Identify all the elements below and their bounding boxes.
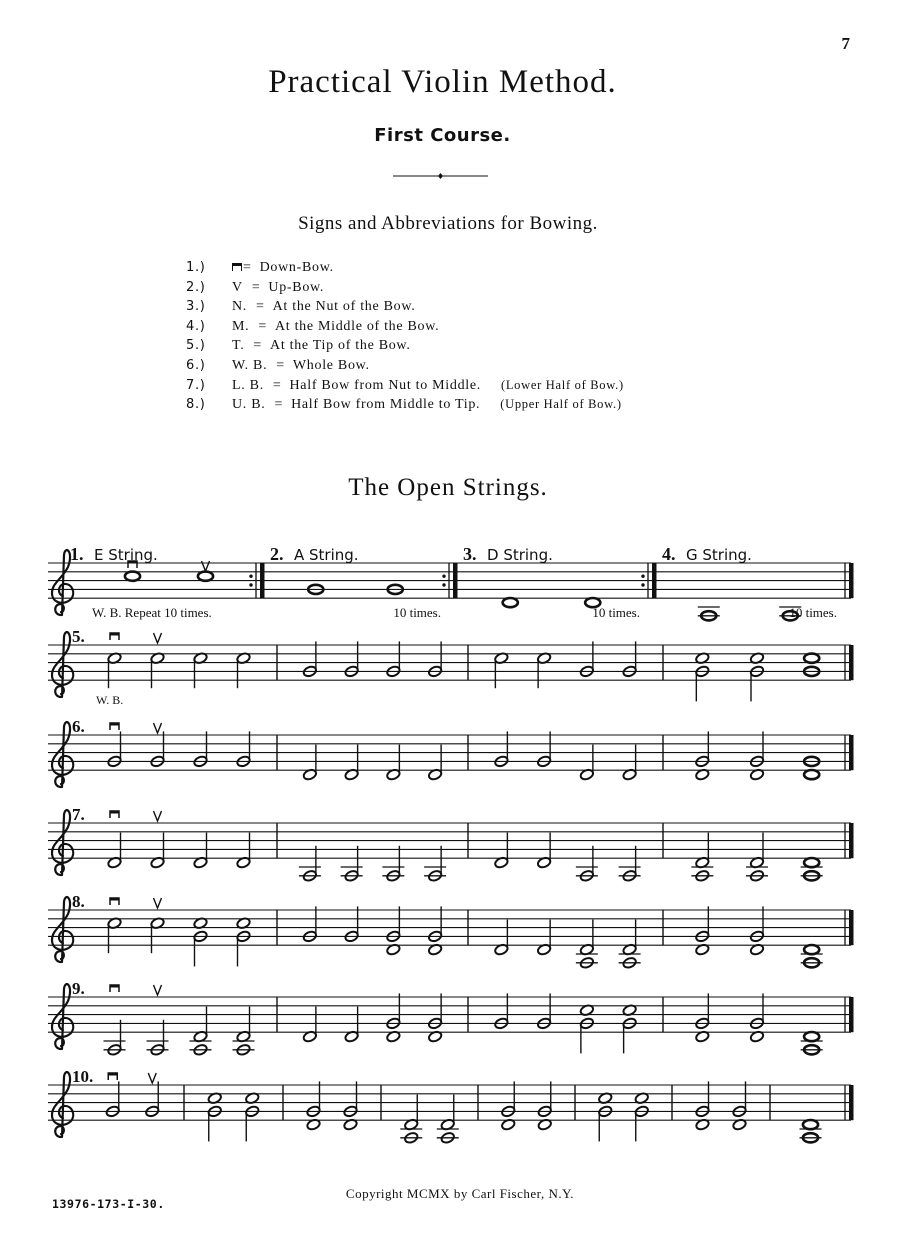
up-bow-icon (154, 898, 162, 908)
copyright-notice: Copyright MCMX by Carl Fischer, N.Y. (345, 1186, 575, 1201)
repeat-caption: 10 times. (393, 605, 441, 620)
repeat-caption: 10 times. (789, 605, 837, 620)
final-barline (849, 1085, 854, 1120)
thick-barline (260, 563, 265, 598)
final-barline (849, 910, 854, 945)
final-barline (849, 735, 854, 770)
repeat-caption: W. B. Repeat 10 times. (92, 605, 212, 620)
sign-number: 8.) (186, 397, 206, 413)
up-bow-icon (154, 985, 162, 995)
repeat-dot (249, 575, 252, 578)
whole-note (804, 1032, 819, 1041)
equals-sign: = (256, 299, 265, 315)
final-barline (849, 645, 854, 680)
up-bow-icon (154, 633, 162, 643)
signs-heading: Signs and Abbreviations for Bowing. (298, 213, 598, 234)
page-title: Practical Violin Method. (268, 64, 617, 100)
exercise-number: 3. (463, 544, 477, 564)
sign-abbreviation: L. B. (232, 377, 264, 393)
whole-note (503, 598, 518, 607)
repeat-dot (249, 583, 252, 586)
sign-abbreviation: T. (232, 338, 245, 354)
exercise-number: 10. (72, 1067, 94, 1086)
exercise-number: 7. (72, 805, 85, 824)
thick-barline (453, 563, 458, 598)
sign-definition: At the Middle of the Bow. (274, 318, 440, 334)
final-barline (849, 997, 854, 1032)
whole-note (804, 654, 819, 663)
up-bow-icon: V (232, 279, 243, 295)
whole-note (804, 770, 819, 779)
string-label: A String. (294, 546, 359, 564)
sign-definition: Half Bow from Nut to Middle. (289, 377, 481, 393)
repeat-caption: 10 times. (592, 605, 640, 620)
sign-abbreviation: N. (232, 299, 248, 315)
treble-clef-icon (52, 897, 73, 962)
staff-system (48, 627, 854, 707)
repeat-dot (442, 575, 445, 578)
string-label: G String. (686, 546, 752, 564)
page-number: 7 (841, 34, 850, 53)
exercise-number: 2. (270, 544, 284, 564)
thick-barline (652, 563, 657, 598)
equals-sign: = (274, 397, 284, 413)
sign-note: (Upper Half of Bow.) (500, 397, 622, 412)
final-barline (849, 823, 854, 858)
staff-system (48, 805, 854, 882)
treble-clef-icon (52, 722, 73, 787)
sign-definition: At the Nut of the Bow. (272, 299, 416, 315)
repeat-dot (442, 583, 445, 586)
equals-sign: = (258, 318, 267, 334)
string-label: E String. (94, 546, 158, 564)
staff-system (48, 892, 854, 969)
sign-number: 5.) (186, 338, 206, 354)
equals-sign: = (276, 357, 285, 373)
whole-note (198, 572, 213, 581)
sign-number: 2.) (186, 279, 206, 295)
staff-system (48, 544, 854, 620)
whole-note (804, 945, 819, 954)
page-subtitle: First Course. (374, 125, 511, 146)
staff-system (48, 1067, 854, 1144)
staff-system (48, 979, 854, 1056)
treble-clef-icon (52, 632, 73, 697)
whole-note (125, 572, 140, 581)
sign-definition: Whole Bow. (292, 357, 370, 373)
equals-sign: = (243, 260, 252, 275)
sign-number: 1.) (186, 260, 206, 275)
exercise-number: 1. (70, 544, 84, 564)
exercise-number: 6. (72, 717, 85, 736)
sign-abbreviation: W. B. (232, 357, 268, 373)
exercise-number: 4. (662, 544, 676, 564)
exercise-number: 9. (72, 979, 85, 998)
sign-number: 7.) (186, 377, 206, 393)
exercise-number: 5. (72, 627, 85, 646)
up-bow-icon (154, 723, 162, 733)
up-bow-icon (148, 1073, 156, 1083)
sign-definition: Half Bow from Middle to Tip. (291, 397, 481, 413)
sign-number: 4.) (186, 318, 206, 334)
equals-sign: = (251, 279, 261, 295)
bowing-caption: W. B. (96, 693, 124, 707)
sign-number: 6.) (186, 357, 206, 373)
treble-clef-icon (52, 984, 73, 1049)
whole-note (804, 858, 819, 867)
exercise-number: 8. (72, 892, 85, 911)
sign-definition: Up-Bow. (268, 279, 325, 295)
string-label: D String. (487, 546, 553, 564)
equals-sign: = (272, 377, 282, 393)
plate-number: 13976-173-I-30. (52, 1197, 165, 1211)
sign-definition: Down-Bow. (259, 260, 334, 275)
repeat-dot (641, 583, 644, 586)
equals-sign: = (253, 338, 263, 354)
sign-definition: At the Tip of the Bow. (270, 338, 411, 354)
whole-note (803, 1120, 818, 1129)
sign-note: (Lower Half of Bow.) (500, 377, 624, 392)
final-barline (849, 563, 854, 598)
treble-clef-icon (52, 1072, 73, 1137)
treble-clef-icon (52, 810, 73, 875)
repeat-dot (641, 575, 644, 578)
up-bow-icon (154, 811, 162, 821)
sign-abbreviation: M. (232, 318, 250, 334)
staff-system (48, 717, 854, 787)
section-title: The Open Strings. (348, 474, 548, 501)
sign-number: 3.) (186, 299, 206, 315)
sign-abbreviation: U. B. (232, 397, 266, 413)
